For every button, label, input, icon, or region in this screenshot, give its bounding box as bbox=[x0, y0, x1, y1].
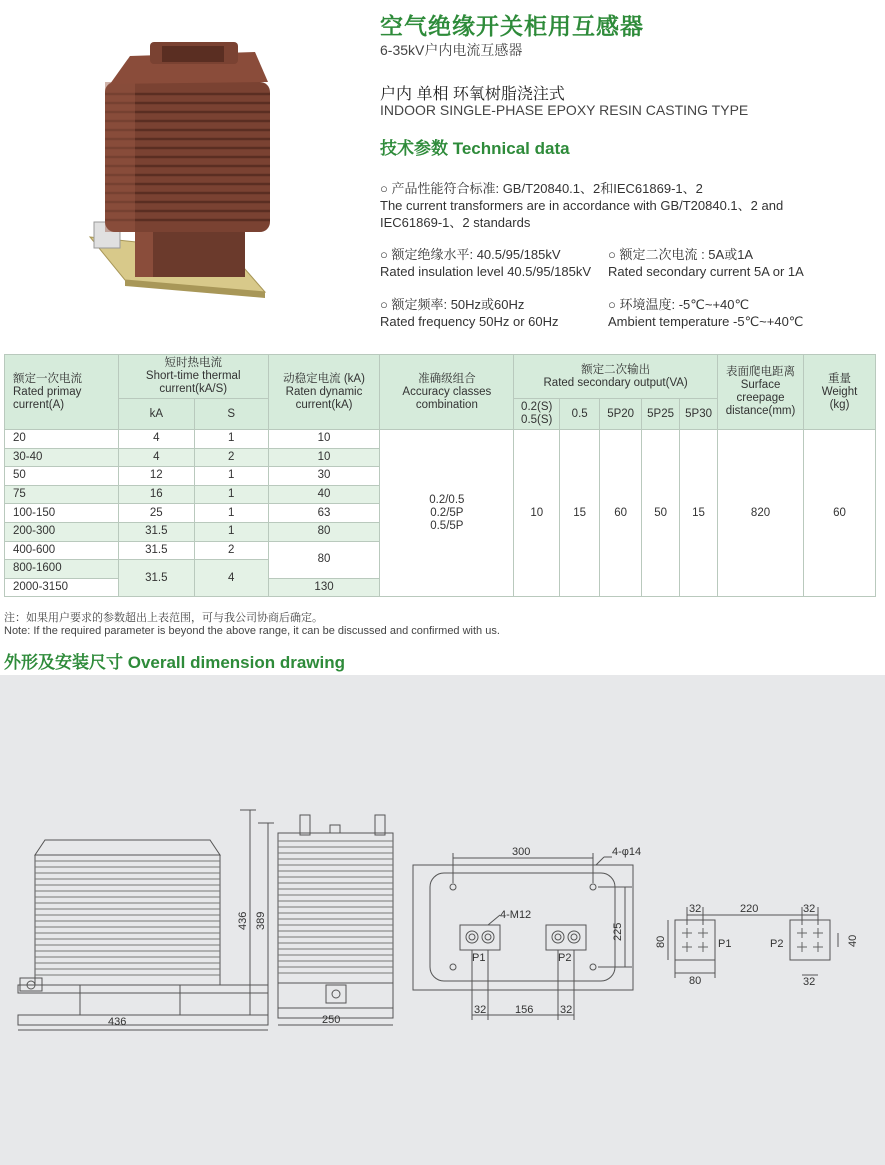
cell-ka: 16 bbox=[118, 485, 194, 504]
cell-dynamic: 30 bbox=[268, 467, 380, 486]
dim-156: 156 bbox=[515, 1004, 534, 1016]
header-secondary-output: 额定二次输出 Rated secondary output(VA) bbox=[514, 355, 718, 399]
spec-secondary-en: Rated secondary current 5A or 1A bbox=[608, 264, 804, 279]
technical-data-heading: 技术参数 Technical data bbox=[380, 139, 570, 158]
cell-ka: 4 bbox=[118, 430, 194, 449]
header-out-5p30: 5P30 bbox=[680, 399, 718, 430]
dim-32-right: 32 bbox=[560, 1004, 573, 1016]
product-photo bbox=[80, 42, 300, 307]
header-creepage: 表面爬电距离 Surface creepage distance(mm) bbox=[718, 355, 804, 430]
cell-dynamic: 80 bbox=[268, 541, 380, 578]
note-cn: 注：如果用户要求的参数超出上表范围，可与我公司协商后确定。 bbox=[4, 612, 323, 624]
note-en: Note: If the required parameter is beyond the above range, it can be discussed and confirmed with us. bbox=[4, 625, 500, 637]
product-title: 空气绝缘开关柜用互感器 bbox=[380, 13, 644, 39]
cell-accuracy: 0.2/0.5 0.2/5P 0.5/5P bbox=[380, 430, 514, 597]
cell-ka: 31.5 bbox=[118, 541, 194, 560]
cell-current: 30-40 bbox=[5, 448, 119, 467]
dim-terminal-32-b: 32 bbox=[803, 903, 816, 915]
dimension-drawing-svg bbox=[0, 675, 885, 1165]
cell-current: 20 bbox=[5, 430, 119, 449]
cell-s: 1 bbox=[194, 467, 268, 486]
cell-dynamic: 63 bbox=[268, 504, 380, 523]
header-weight: 重量 Weight (kg) bbox=[804, 355, 876, 430]
dim-32-left: 32 bbox=[474, 1004, 487, 1016]
dim-terminal-80-w: 80 bbox=[689, 975, 702, 987]
header-out-5p25: 5P25 bbox=[642, 399, 680, 430]
cell-current: 100-150 bbox=[5, 504, 119, 523]
header-primary-current: 额定一次电流 Rated primay current(A) bbox=[5, 355, 119, 430]
header-thermal-current: 短时热电流 Short-time thermal current(kA/S) bbox=[118, 355, 268, 399]
cell-ka: 31.5 bbox=[118, 522, 194, 541]
spec-secondary bbox=[608, 246, 873, 280]
label-terminal-p2: P2 bbox=[770, 938, 784, 950]
product-subtitle: 6-35kV户内电流互感器 bbox=[380, 42, 523, 58]
dim-terminal-40: 40 bbox=[847, 934, 859, 947]
dim-front-width: 436 bbox=[108, 1016, 127, 1028]
cell-s: 1 bbox=[194, 504, 268, 523]
cell-current: 2000-3150 bbox=[5, 578, 119, 597]
cell-creepage: 820 bbox=[718, 430, 804, 597]
cell-dynamic: 40 bbox=[268, 485, 380, 504]
cell-dynamic: 80 bbox=[268, 522, 380, 541]
cell-out-5p25: 50 bbox=[642, 430, 680, 597]
cell-out-5p30: 15 bbox=[680, 430, 718, 597]
label-p1: P1 bbox=[472, 952, 486, 964]
spec-standard-en-2: IEC61869-1、2 standards bbox=[380, 215, 531, 230]
dim-terminal-80-h: 80 bbox=[655, 935, 667, 948]
cell-current: 400-600 bbox=[5, 541, 119, 560]
header-dynamic-current: 动稳定电流 (kA) Raten dynamic current(kA) bbox=[268, 355, 380, 430]
cell-s: 2 bbox=[194, 448, 268, 467]
spec-standard-en-1: The current transformers are in accordance with GB/T20840.1、2 and bbox=[380, 198, 784, 213]
cell-s: 1 bbox=[194, 430, 268, 449]
dim-height-389: 389 bbox=[255, 911, 267, 930]
spec-insulation-cn: ○ 额定绝缘水平: 40.5/95/185kV bbox=[380, 246, 608, 263]
spec-standard-cn: ○ 产品性能符合标准: GB/T20840.1、2和IEC61869-1、2 bbox=[380, 180, 860, 197]
spec-insulation bbox=[380, 246, 608, 280]
dim-depth-225: 225 bbox=[612, 922, 624, 941]
label-terminal-p1: P1 bbox=[718, 938, 732, 950]
dim-terminal-32-a: 32 bbox=[689, 903, 702, 915]
cell-s: 4 bbox=[194, 560, 268, 597]
product-type-cn: 户内 单相 环氧树脂浇注式 bbox=[380, 86, 565, 103]
header-s: S bbox=[194, 399, 268, 430]
spec-frequency-en: Rated frequency 50Hz or 60Hz bbox=[380, 314, 559, 329]
cell-current: 800-1600 bbox=[5, 560, 119, 579]
cell-out-5p20: 60 bbox=[600, 430, 642, 597]
spec-insulation-en: Rated insulation level 40.5/95/185kV bbox=[380, 264, 592, 279]
cell-ka: 12 bbox=[118, 467, 194, 486]
technical-data-table bbox=[4, 354, 876, 597]
cell-out-05: 15 bbox=[560, 430, 600, 597]
header-out-05: 0.5 bbox=[560, 399, 600, 430]
dim-4-m12: 4-M12 bbox=[500, 909, 532, 921]
spec-temperature-en: Ambient temperature -5℃~+40℃ bbox=[608, 314, 804, 329]
spec-frequency bbox=[380, 296, 608, 330]
header-out-5p20: 5P20 bbox=[600, 399, 642, 430]
dimension-drawing bbox=[0, 675, 885, 1165]
spec-standard bbox=[380, 180, 860, 231]
dimension-drawing-heading: 外形及安装尺寸 Overall dimension drawing bbox=[4, 653, 345, 672]
dim-hole-spacing-300: 300 bbox=[512, 846, 531, 858]
header-ka: kA bbox=[118, 399, 194, 430]
header-accuracy-classes: 准确级组合 Accuracy classes combination bbox=[380, 355, 514, 430]
cell-ka: 4 bbox=[118, 448, 194, 467]
spec-secondary-cn: ○ 额定二次电流 : 5A或1A bbox=[608, 246, 873, 263]
cell-ka: 31.5 bbox=[118, 560, 194, 597]
table-row bbox=[5, 430, 876, 449]
product-type-en: INDOOR SINGLE-PHASE EPOXY RESIN CASTING TYPE bbox=[380, 102, 749, 118]
cell-current: 200-300 bbox=[5, 522, 119, 541]
cell-current: 75 bbox=[5, 485, 119, 504]
cell-ka: 25 bbox=[118, 504, 194, 523]
dim-terminal-32-c: 32 bbox=[803, 976, 816, 988]
spec-temperature-cn: ○ 环境温度: -5℃~+40℃ bbox=[608, 296, 873, 313]
spec-temperature bbox=[608, 296, 873, 330]
dim-4-phi14: 4-φ14 bbox=[612, 846, 642, 858]
cell-s: 1 bbox=[194, 522, 268, 541]
cell-dynamic: 10 bbox=[268, 448, 380, 467]
cell-s: 2 bbox=[194, 541, 268, 560]
dim-front-height: 436 bbox=[237, 911, 249, 930]
dim-side-width: 250 bbox=[322, 1014, 341, 1026]
cell-out-02s: 10 bbox=[514, 430, 560, 597]
cell-dynamic: 130 bbox=[268, 578, 380, 597]
header-out-02s: 0.2(S) 0.5(S) bbox=[514, 399, 560, 430]
cell-weight: 60 bbox=[804, 430, 876, 597]
cell-current: 50 bbox=[5, 467, 119, 486]
cell-dynamic: 10 bbox=[268, 430, 380, 449]
spec-frequency-cn: ○ 额定频率: 50Hz或60Hz bbox=[380, 296, 608, 313]
dim-terminal-220: 220 bbox=[740, 903, 759, 915]
label-p2: P2 bbox=[558, 952, 572, 964]
cell-s: 1 bbox=[194, 485, 268, 504]
